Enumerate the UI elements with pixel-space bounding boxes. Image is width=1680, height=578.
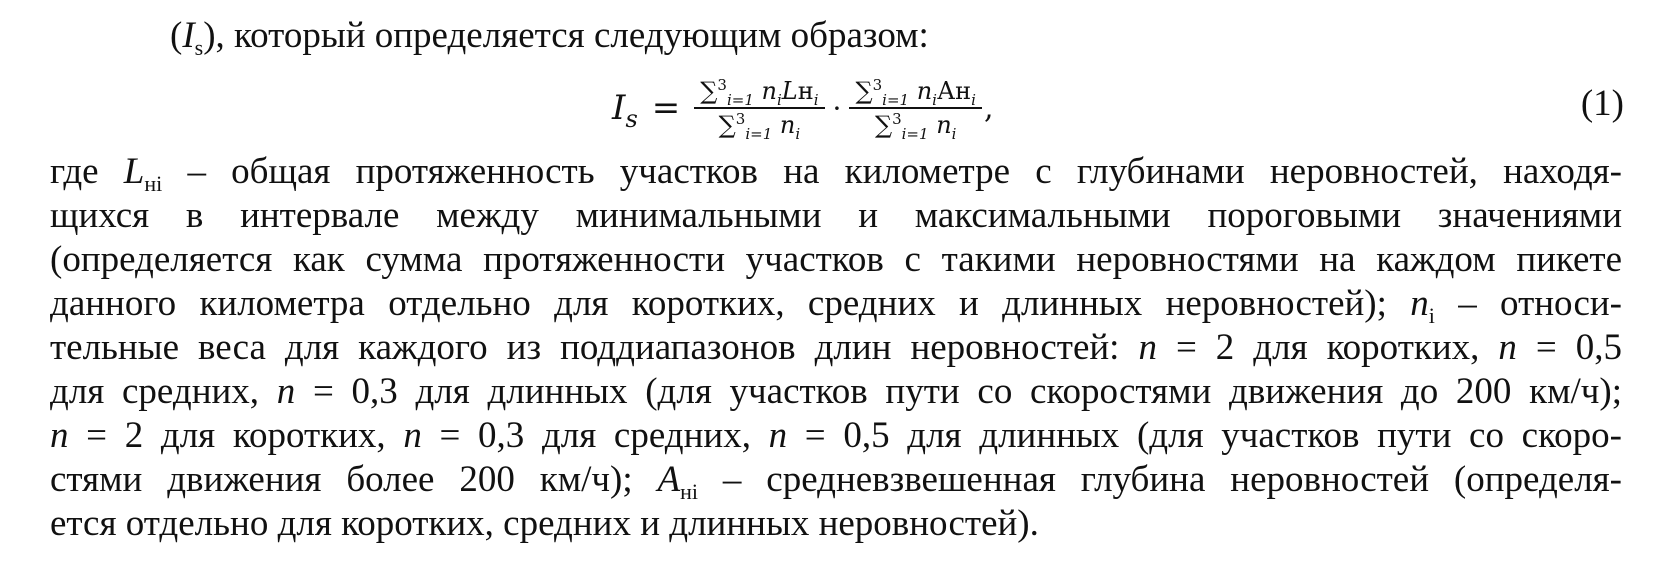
body-line-4: данного километра отдельно для коротких, средних и длинных неровностей); $n_i$ – относи-	[50, 283, 1623, 328]
body-line-1: где $L_{нi}$ – общая протяженность участков на километре с глубинами неровностей, находя-	[50, 151, 1622, 196]
intro-variable: I	[182, 15, 195, 56]
fraction-1-numerator: ∑$^3_{i=1}$ $n_iLн_i$	[694, 75, 824, 109]
body-line-9: ется отдельно для коротких, средних и длинных неровностей).	[50, 503, 1039, 544]
body-line-7: n = 2 для коротких, n = 0,3 для средних, n = 0,5 для длинных (для участков пути со скоро-	[50, 415, 1622, 456]
intro-variable-subscript: s	[194, 35, 204, 60]
formula-comma: ,	[983, 91, 994, 126]
fraction-1-denominator: ∑$^3_{i=1}$ $n_i$	[718, 110, 801, 143]
fraction-2-numerator: ∑$^3_{i=1}$ $n_iАн_i$	[849, 75, 982, 109]
fraction-2-denominator: ∑$^3_{i=1}$ $n_i$	[874, 110, 957, 143]
equation-number: (1)	[1580, 83, 1624, 124]
formula-equals: =	[651, 88, 681, 128]
formula-multiply-dot: ·	[832, 91, 842, 125]
body-line-8: стями движения более 200 км/ч); $A_{нi}$ – средневзвешенная глубина неровностей (определя-	[50, 459, 1622, 504]
formula-fraction-2	[849, 75, 982, 141]
body-line-3: (определяется как сумма протяженности участков с такими неровностями на каждом пикете	[50, 239, 1622, 280]
body-line-2: щихся в интервале между минимальными и максимальными пороговыми значениями	[50, 195, 1622, 236]
formula	[612, 66, 994, 150]
intro-text: ), который определяется следующим образом:	[203, 15, 929, 56]
body-line-5: тельные веса для каждого из поддиапазонов длин неровностей: n = 2 для коротких, n = 0,5	[50, 327, 1622, 368]
formula-lhs: $I_s$	[612, 88, 638, 133]
body-line-6: для средних, n = 0,3 для длинных (для участков пути со скоростями движения до 200 км/ч);	[50, 371, 1623, 412]
formula-fraction-1	[694, 75, 824, 141]
intro-paren: (	[170, 15, 183, 56]
intro-line	[170, 14, 929, 62]
